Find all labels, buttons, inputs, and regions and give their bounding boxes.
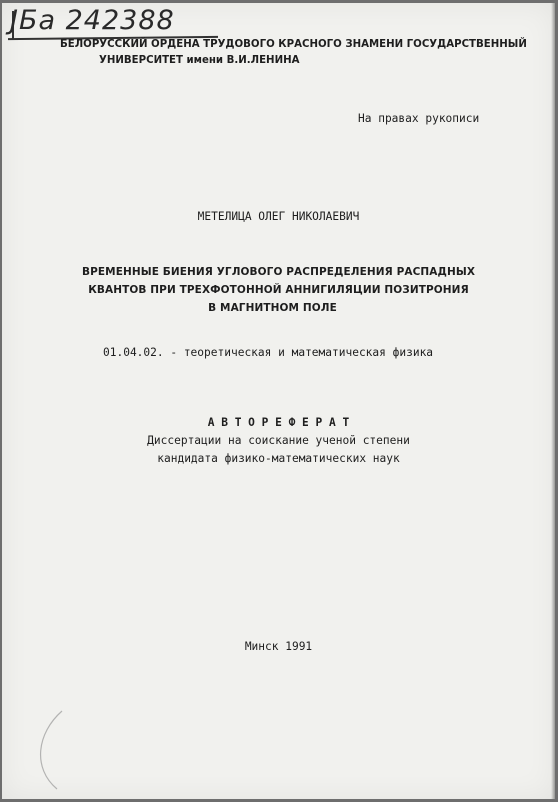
document-page: [2, 3, 555, 799]
rights-note: На правах рукописи: [358, 112, 480, 125]
abstract-label: А В Т О Р Е Ф Е Р А Т: [207, 416, 350, 429]
author-name: МЕТЕЛИЦА ОЛЕГ НИКОЛАЕВИЧ: [197, 210, 360, 223]
abstract-line-2: кандидата физико-математических наук: [157, 452, 400, 465]
inventory-number-stamp: ЈБа 242388: [10, 5, 175, 36]
title-line-1: ВРЕМЕННЫЕ БИЕНИЯ УГЛОВОГО РАСПРЕДЕЛЕНИЯ РАСПАДНЫХ: [81, 266, 476, 278]
place-year: Минск 1991: [244, 640, 313, 653]
title-line-2: КВАНТОВ ПРИ ТРЕХФОТОННОЙ АННИГИЛЯЦИИ ПОЗИТРОНИЯ: [88, 284, 469, 296]
abstract-line-1: Диссертации на соискание ученой степени: [147, 434, 410, 447]
page-edge-shadow: [551, 3, 555, 799]
title-line-3: В МАГНИТНОМ ПОЛЕ: [208, 302, 337, 314]
university-name-line2: УНИВЕРСИТЕТ имени В.И.ЛЕНИНА: [99, 55, 300, 66]
specialty-code: 01.04.02. - теоретическая и математическая физика: [103, 346, 434, 359]
university-name-line1: БЕЛОРУССКИЙ ОРДЕНА ТРУДОВОГО КРАСНОГО ЗНАМЕНИ ГОСУДАРСТВЕННЫЙ: [60, 39, 527, 50]
